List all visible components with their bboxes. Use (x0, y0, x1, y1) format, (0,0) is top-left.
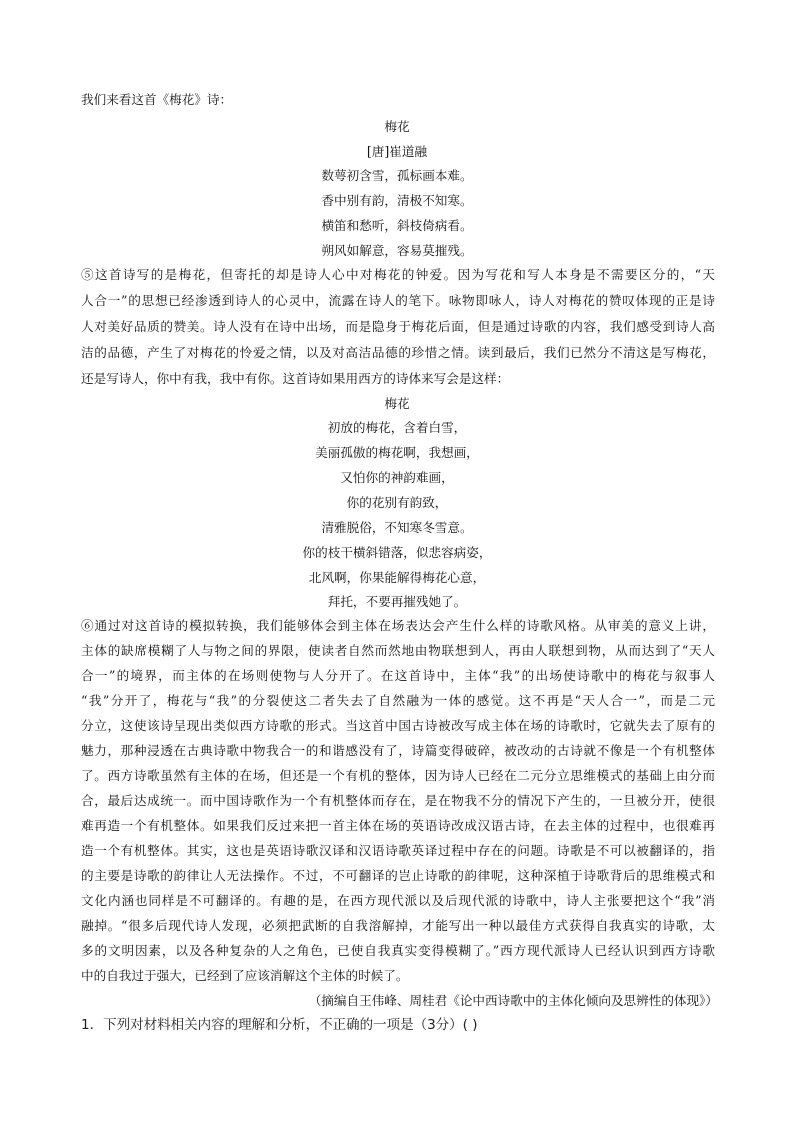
paragraph-line: 多的文明因素，以及各种复杂的人之角色，已使自我真实变得模糊了。”西方现代派诗人已经认识到西方诗歌 (81, 943, 715, 958)
paragraph-line: ⑤这首诗写的是梅花，但寄托的却是诗人心中对梅花的钟爱。因为写花和写人本身是不需要区分的，“天 (81, 267, 715, 282)
poem-line: 又怕你的神韵难画， (340, 470, 454, 485)
question-1: 1．下列对材料相关内容的理解和分析，不正确的一项是（3分）( ) (81, 1017, 478, 1033)
paragraph-line: 了。西方诗歌虽然有主体的在场，但还是一个有机的整体，因为诗人已经在二元分立思维模式的基础上由分而 (81, 768, 715, 783)
poem-line: 拜托，不要再摧残她了。 (327, 594, 467, 609)
paragraph-line: 的主要是诗歌的韵律让人无法操作。不过，不可翻译的岂止诗歌的韵律呢，这种深植于诗歌背后的思维模式和 (81, 868, 715, 883)
paragraph-line: 中的自我过于强大，已经到了应该消解这个主体的时候了。 (81, 968, 409, 983)
paragraph-line: 人合一”的思想已经渗透到诗人的心灵中，流露在诗人的笔下。咏物即咏人，诗人对梅花的赞叹体现的正是诗 (81, 293, 715, 308)
poem-line: 你的枝干横斜错落，似悲容病姿， (302, 545, 492, 560)
paragraph-line: 人对美好品质的赞美。诗人没有在诗中出场，而是隐身于梅花后面，但是通过诗歌的内容，我们感受到诗人高 (81, 319, 715, 334)
poem-title: 梅花 (384, 396, 410, 411)
paragraph-line: 造一个有机整体。其实，这也是英语诗歌汉译和汉语诗歌英译过程中存在的问题。诗歌是不可以被翻译的，指 (81, 843, 715, 858)
paragraph-line: 洁的品德，产生了对梅花的怜爱之情，以及对高洁品德的珍惜之情。读到最后，我们已然分不清这是写梅花， (81, 345, 715, 360)
paragraph-line: 难再造一个有机整体。如果我们反过来把一首主体在场的英语诗改成汉语古诗，在去主体的过程中，也很难再 (81, 818, 715, 833)
paragraph-line: 魅力，那种浸透在古典诗歌中物我合一的和谐感没有了，诗篇变得破碎，被改动的古诗就不像是一个有机整体 (81, 743, 715, 758)
paragraph-line: ⑥通过对这首诗的模拟转换，我们能够体会到主体在场表达会产生什么样的诗歌风格。从审美的意义上讲， (81, 618, 715, 633)
paragraph-line: 合一”的境界，而主体的在场则使物与人分开了。在这首诗中，主体“我”的出场使诗歌中的梅花与叙事人 (81, 668, 715, 683)
paragraph-line: 文化内涵也同样是不可翻译的。有趣的是，在西方现代派以及后现代派的诗歌中，诗人主张要把这个“我”消 (81, 893, 715, 908)
poem-line: 清雅脱俗，不知寒冬雪意。 (321, 520, 473, 535)
poem-line: 香中别有韵，清极不知寒。 (321, 193, 473, 208)
poem-line: 美丽孤傲的梅花啊，我想画， (315, 445, 479, 460)
paragraph-line: 融掉。“很多后现代诗人发现，必须把武断的自我溶解掉，才能写出一种以最佳方式获得自我真实的诗歌，太 (81, 918, 715, 933)
poem-line: 初放的梅花，含着白雪， (327, 420, 467, 435)
poem-author: [唐]崔道融 (366, 144, 428, 159)
paragraph-line: “我”分开了，梅花与“我”的分裂使这二者失去了自然融为一体的感觉。这不再是“天人合一”，而是二元 (81, 693, 715, 708)
paragraph-line: 分立，这使该诗呈现出类似西方诗歌的形式。当这首中国古诗被改写成主体在场的诗歌时，它就失去了原有的 (81, 718, 715, 733)
intro-line: 我们来看这首《梅花》诗： (81, 92, 233, 107)
paragraph-line: 合，最后达成统一。而中国诗歌作为一个有机整体而存在，是在物我不分的情况下产生的，一旦被分开，使很 (81, 793, 715, 808)
poem-line: 横笛和愁听，斜枝倚病看。 (321, 218, 473, 233)
poem-line: 朔风如解意，容易莫摧残。 (321, 243, 473, 258)
poem-line: 数萼初含雪，孤标画本难。 (321, 168, 473, 183)
poem-title: 梅花 (384, 119, 410, 134)
paragraph-line: 还是写诗人，你中有我，我中有你。这首诗如果用西方的诗体来写会是这样： (81, 371, 510, 386)
poem-line: 你的花别有韵致， (346, 495, 448, 510)
poem-line: 北风啊，你果能解得梅花心意， (308, 570, 486, 585)
paragraph-line: 主体的缺席模糊了人与物之间的界限，使读者自然而然地由物联想到人，再由人联想到物，从而达到了“天人 (81, 643, 715, 658)
source-citation: （摘编自王伟峰、周桂君《论中西诗歌中的主体化倾向及思辨性的体现》） (308, 993, 718, 1008)
